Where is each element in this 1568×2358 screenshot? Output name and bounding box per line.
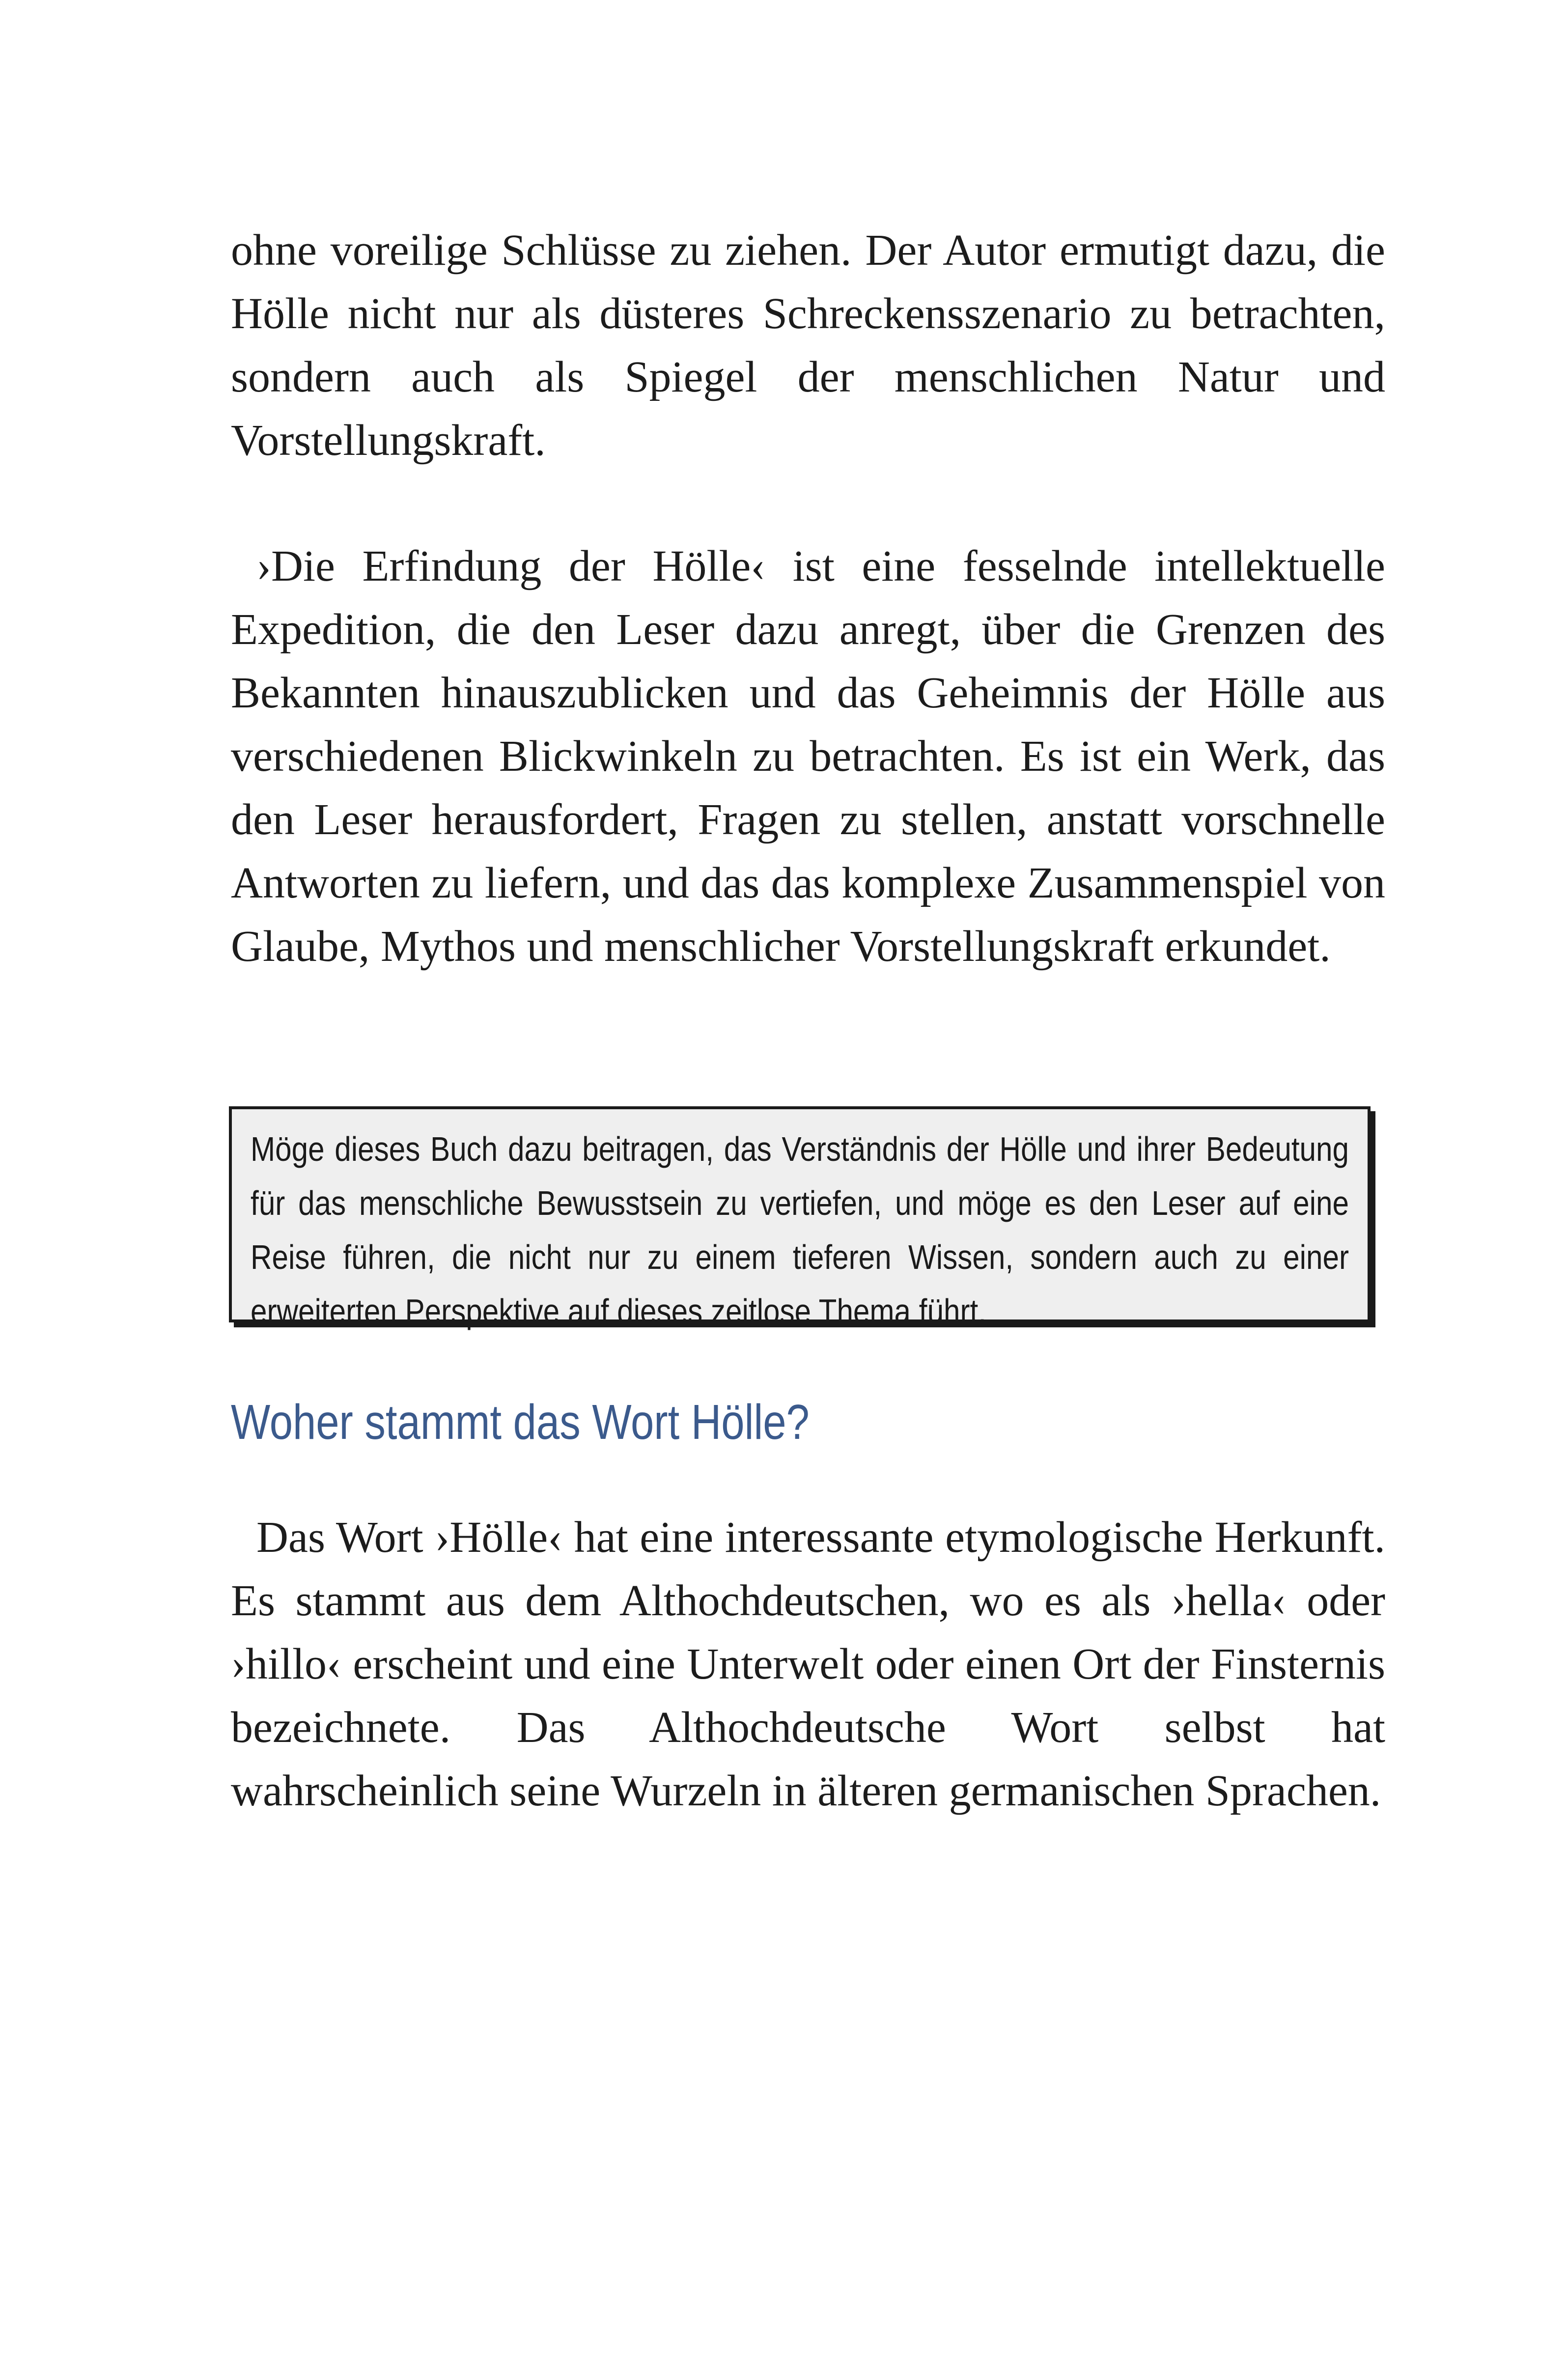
- body-paragraph-continued: [231, 219, 1385, 472]
- paragraph-text: ohne voreilige Schlüsse zu ziehen. Der Autor ermutigt dazu, die Hölle nicht nur als düsteres Schreckensszenario zu betrachten, sondern auch als Spiegel der menschlichen Natur und Vorstellungskraft.: [231, 226, 1385, 465]
- paragraph-text: ›Die Erfindung der Hölle‹ ist eine fesselnde intellektuelle Expedition, die den Leser dazu anregt, über die Grenzen des Bekannten hinauszublicken und das Geheimnis der Hölle aus verschiedenen Blickwinkeln zu betrachten. Es ist ein Werk, das den Leser herausfordert, Fragen zu stellen, anstatt vorschnelle Antworten zu liefern, und das das komplexe Zusammenspiel von Glaube, Mythos und menschlicher Vorstellungskraft erkundet.: [231, 542, 1385, 971]
- callout-text: Möge dieses Buch dazu beitragen, das Verständnis der Hölle und ihrer Bedeutung für das menschliche Bewusstsein zu vertiefen, und möge es den Leser auf eine Reise führen, die nicht nur zu einem tieferen Wissen, sondern auch zu einer erweiterten Perspektive auf dieses zeitlose Thema führt.: [251, 1130, 1349, 1330]
- body-paragraph-etymology: [231, 1506, 1385, 1823]
- callout-box: [229, 1106, 1371, 1330]
- body-paragraph-book-summary: [231, 534, 1385, 978]
- section-heading: Woher stammt das Wort Hölle?: [231, 1395, 810, 1450]
- paragraph-text: Das Wort ›Hölle‹ hat eine interessante etymologische Herkunft. Es stammt aus dem Althochdeutschen, wo es als ›hella‹ oder ›hillo‹ erscheint und eine Unterwelt oder einen Ort der Finsternis bezeichnete. Das Althochdeutsche Wort selbst hat wahrscheinlich seine Wurzeln in älteren germanischen Sprachen.: [231, 1513, 1385, 1815]
